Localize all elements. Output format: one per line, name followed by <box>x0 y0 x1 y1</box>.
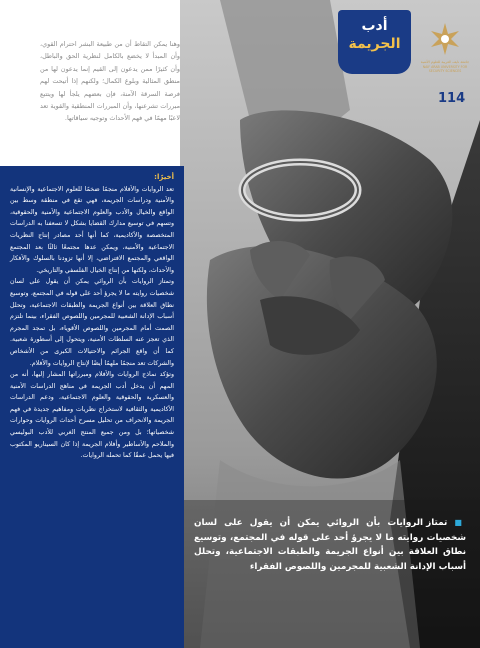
pull-quote-text: تمتاز الروايات بأن الروائي يمكن أن يقول على لسان شخصيات روايته ما لا يجرؤ أحد على قوله في المجتمع، وتوسيع نطاق العلاقة بين أنواع الجريمة والطبقات الاجتماعية، وتحلل أسباب الإدانة الشعبية للمجرمين واللصوص الفقراء <box>194 518 466 572</box>
pull-quote-marker: ■ <box>454 518 466 527</box>
pull-quote <box>194 516 466 574</box>
university-logo <box>420 22 470 92</box>
logo-english-name: NAIF ARAB UNIVERSITY FOR SECURITY SCIENCES <box>422 65 468 73</box>
conclusion-paragraph-2: وتمتاز الروايات بأن الروائي يمكن أن يقول على لسان شخصيات روايته ما لا يجرؤ أحد على قوله في المجتمع، وتوسيع نطاق العلاقة بين أنواع الجريمة والطبقات الاجتماعية، وتحلل أسباب الإدانة الشعبية للمجرمين واللصوص الفقراء، بينما تلتزم الصمت أمام المجرمين واللصوص الأقوياء، بل تمجد المجرم الذي تعجز عنه السلطات الأمنية، ويتحول إلى أسطورة شعبية. كما أن واقع الجرائم والاحتيالات الكبرى من الأشخاص والشركات تعد منجمًا ملهمًا أيضًا لإنتاج الروايات والأفلام. <box>10 278 174 367</box>
conclusion-column <box>0 166 184 648</box>
intro-paragraph: وهنا يمكن التقاط أن من طبيعة البشر احترام القوي، وأن المبدأ لا يخضع بالكامل لنظرية الحق والباطل، وأن كثيرًا ممن يدعون إلى القيم إنما يدعون لها من منطق المثالية وبلوغ الكمال؛ ولكنهم إذا أتيحت لهم فرصة السرقة الآمنة، فإن بعضهم يلجأ لها ويتتبع مبررات تشرعنها، وأن المبررات المنطقية والقوية تعد لاعبًا مهمًا في فهم الأحداث وتوجيه سياقاتها. <box>40 40 180 123</box>
conclusion-paragraph-1: تعد الروايات والأفلام منجمًا ضخمًا للعلوم الاجتماعية والإنسانية والأمنية ودراسات الجريمة، فهي تقع في منطقة وسط بين الواقع والخيال والأدب والعلوم الاجتماعية والأمنية والحقوقية، وتسهم في توسيع مدارك القضايا بشكل لا تسعفنا به الدراسات المتخصصة والأكاديمية، كما أنها أحد مصادر إنتاج النظريات الاجتماعية والأمنية، ويمكن عدها مجتمعًا ثالثًا بعد المجتمع الواقعي والمجتمع الافتراضي، إلا أنها تزودنا بالسلوك والأفكار والأحداث، ولكنها من إنتاج الخيال الفلسفي والتاريخي. <box>10 185 174 274</box>
conclusion-heading: أخيرًا: <box>154 173 174 181</box>
logo-arabic-name: جامعة نايف العربية للعلوم الأمنية <box>420 60 470 64</box>
section-tag <box>338 10 411 74</box>
page-number: 114 <box>438 91 466 106</box>
section-tag-line2: الجريمة <box>348 36 401 52</box>
conclusion-text <box>10 172 174 462</box>
star-emblem-icon <box>428 22 462 56</box>
section-tag-line1: أدب <box>361 18 388 34</box>
conclusion-paragraph-3: وتؤكد نماذج الروايات والأفلام ومبرراتها المشار إليها، أنه من المهم أن يدخل أدب الجريمة في مناهج الدراسات الأمنية والعسكرية والحقوقية والعلوم الاجتماعية، ودعم الدراسات الأكاديمية والثقافية لاستخراج نظريات ومفاهيم جديدة في فهم الجريمة والانحراف من تحليل مسرح أحداث الروايات وحوارات شخصياتها؛ بل ومن جميع المنتج الغربي للأدب البوليسي والملاحم والأساطير وأفلام الجريمة إذا كان السيناريو المكتوب فيها يحمل عمقًا كما تحمله الروايات. <box>10 371 174 460</box>
